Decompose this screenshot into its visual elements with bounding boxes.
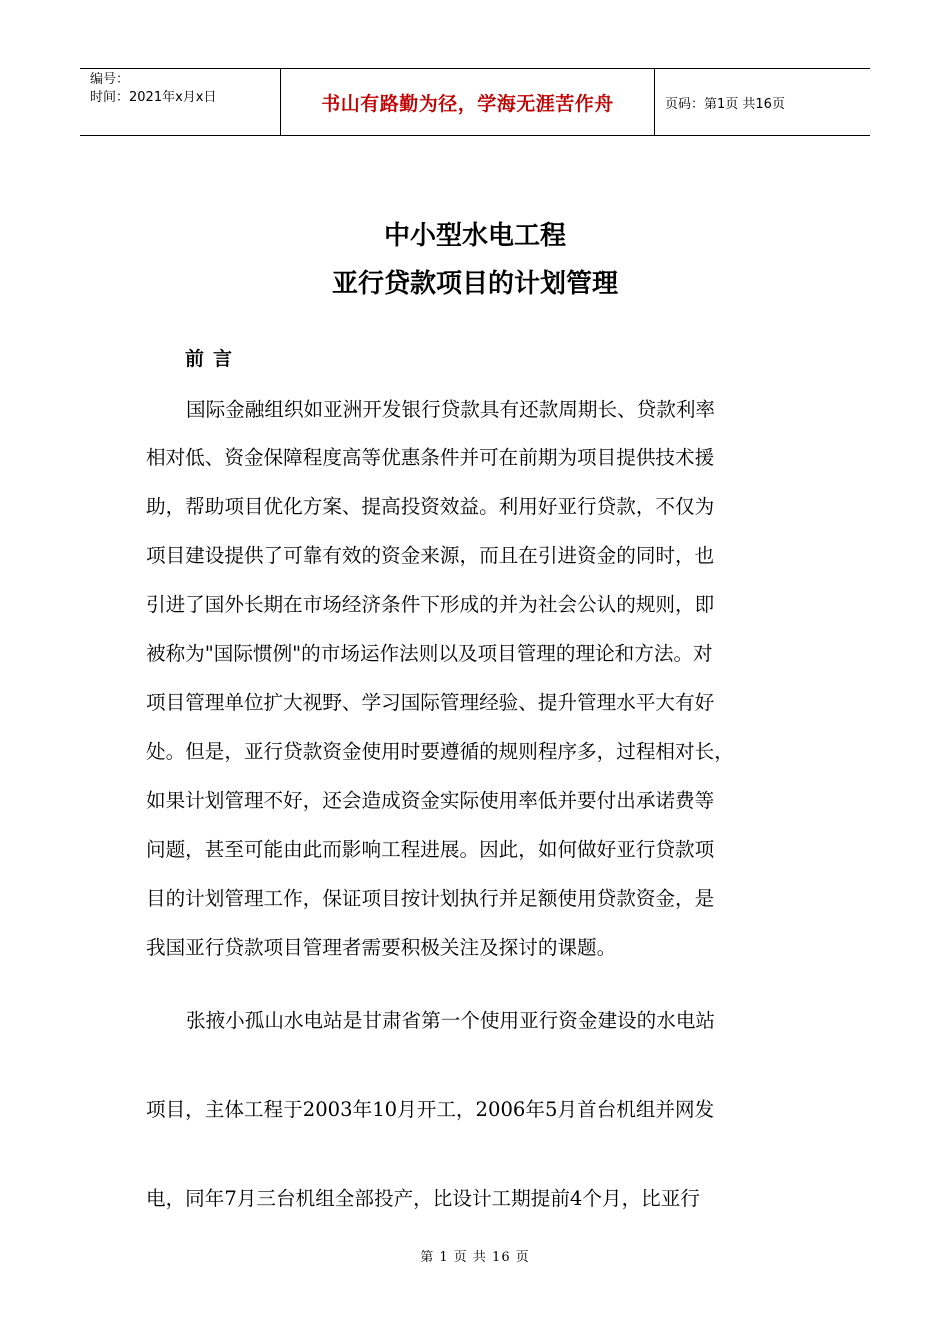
- body-line: 目的计划管理工作，保证项目按计划执行并足额使用贷款资金，是: [146, 887, 715, 910]
- header-motto: 书山有路勤为径，学海无涯苦作舟: [281, 69, 655, 135]
- body-line: 我国亚行贷款项目管理者需要积极关注及探讨的课题。: [146, 936, 617, 959]
- body-line: 问题，甚至可能由此而影响工程进展。因此，如何做好亚行贷款项: [146, 838, 715, 861]
- body-line: 项目管理单位扩大视野、学习国际管理经验、提升管理水平大有好: [146, 691, 715, 714]
- body-line: 国际金融组织如亚洲开发银行贷款具有还款周期长、贷款利率: [186, 398, 716, 421]
- body-line: 如果计划管理不好，还会造成资金实际使用率低并要付出承诺费等: [146, 789, 715, 812]
- document-header: [80, 68, 870, 136]
- document-time-label: 时间：2021年x月x日: [90, 90, 217, 105]
- body-line: 被称为"国际惯例"的市场运作法则以及项目管理的理论和方法。对: [146, 642, 713, 665]
- body-line: 助，帮助项目优化方案、提高投资效益。利用好亚行贷款，不仅为: [146, 495, 715, 518]
- header-meta: [80, 69, 281, 135]
- body-line: 引进了国外长期在市场经济条件下形成的并为社会公认的规则，即: [146, 593, 715, 616]
- section-heading: 前言: [185, 348, 242, 370]
- body-line: 项目建设提供了可靠有效的资金来源，而且在引进资金的同时，也: [146, 544, 715, 567]
- body-line: 相对低、资金保障程度高等优惠条件并可在前期为项目提供技术援: [146, 446, 715, 469]
- body-line: 项目，主体工程于2003年10月开工，2006年5月首台机组并网发: [146, 1098, 715, 1121]
- body-line: 张掖小孤山水电站是甘肃省第一个使用亚行资金建设的水电站: [186, 1009, 716, 1032]
- title-line-2: 亚行贷款项目的计划管理: [331, 269, 618, 299]
- title-line-1: 中小型水电工程: [383, 221, 566, 251]
- body-line: 电，同年7月三台机组全部投产，比设计工期提前4个月，比亚行: [146, 1187, 700, 1210]
- body-line: 处。但是，亚行贷款资金使用时要遵循的规则程序多，过程相对长，: [146, 740, 734, 763]
- document-number-label: 编号：: [90, 72, 130, 87]
- page-footer: 第 1 页 共 16 页: [420, 1250, 530, 1265]
- header-page-info: 页码：第1页 共16页: [665, 96, 785, 112]
